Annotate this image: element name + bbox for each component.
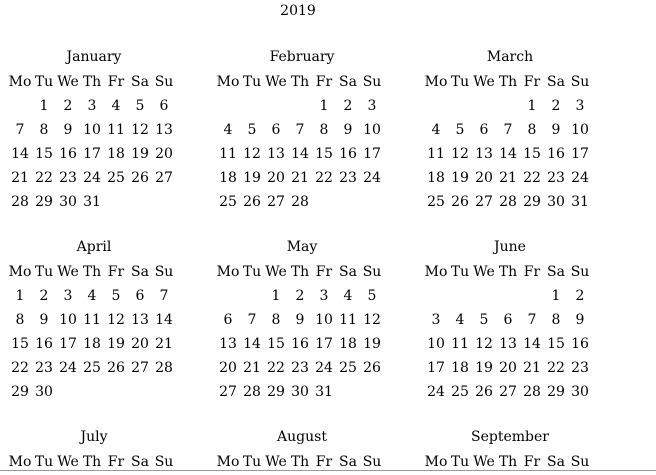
weekday-header: Tu (242, 264, 262, 280)
weekday-header: Sa (547, 264, 565, 280)
day-cell: 5 (479, 312, 489, 328)
weekday-header: Sa (547, 454, 565, 470)
weekday-header: Tu (34, 454, 54, 470)
weekday-header: Tu (450, 264, 470, 280)
day-cell: 14 (243, 336, 261, 352)
weekday-header: Mo (424, 74, 448, 90)
weekday-header: Mo (8, 264, 32, 280)
day-cell: 21 (243, 360, 261, 376)
day-cell: 7 (295, 122, 305, 138)
weekday-header: Tu (34, 74, 54, 90)
day-cell: 27 (267, 194, 285, 210)
day-cell: 11 (83, 312, 101, 328)
day-cell: 30 (35, 384, 53, 400)
day-cell: 27 (499, 384, 517, 400)
day-cell: 2 (575, 288, 585, 304)
month-name: May (286, 239, 318, 255)
day-cell: 29 (11, 384, 29, 400)
day-cell: 10 (363, 122, 381, 138)
day-cell: 24 (315, 360, 333, 376)
day-cell: 22 (547, 360, 565, 376)
day-cell: 16 (35, 336, 53, 352)
day-cell: 5 (455, 122, 465, 138)
day-cell: 31 (315, 384, 333, 400)
day-cell: 16 (571, 336, 589, 352)
day-cell: 26 (451, 194, 469, 210)
day-cell: 31 (571, 194, 589, 210)
day-cell: 30 (547, 194, 565, 210)
day-cell: 23 (35, 360, 53, 376)
weekday-header: Su (362, 264, 382, 280)
day-cell: 21 (499, 170, 517, 186)
weekday-header: We (473, 74, 495, 90)
day-cell: 26 (243, 194, 261, 210)
day-cell: 26 (131, 170, 149, 186)
day-cell: 12 (451, 146, 469, 162)
day-cell: 29 (35, 194, 53, 210)
day-cell: 5 (367, 288, 377, 304)
month-name: September (471, 429, 549, 445)
weekday-header: Th (290, 454, 310, 470)
day-cell: 24 (83, 170, 101, 186)
day-cell: 8 (39, 122, 49, 138)
weekday-header: Th (82, 74, 102, 90)
day-cell: 7 (527, 312, 537, 328)
day-cell: 15 (267, 336, 285, 352)
weekday-header: Th (290, 74, 310, 90)
day-cell: 27 (475, 194, 493, 210)
day-cell: 12 (131, 122, 149, 138)
day-cell: 1 (271, 288, 281, 304)
day-cell: 28 (11, 194, 29, 210)
day-cell: 3 (431, 312, 441, 328)
weekday-header: Fr (315, 454, 333, 470)
day-cell: 11 (339, 312, 357, 328)
day-cell: 15 (315, 146, 333, 162)
weekday-header: Sa (547, 74, 565, 90)
day-cell: 12 (243, 146, 261, 162)
weekday-header: We (57, 74, 79, 90)
day-cell: 19 (451, 170, 469, 186)
day-cell: 5 (247, 122, 257, 138)
day-cell: 18 (219, 170, 237, 186)
month-name: January (66, 49, 122, 65)
day-cell: 4 (431, 122, 441, 138)
weekday-header: Fr (315, 264, 333, 280)
day-cell: 4 (87, 288, 97, 304)
day-cell: 25 (107, 170, 125, 186)
day-cell: 9 (551, 122, 561, 138)
weekday-header: Sa (339, 74, 357, 90)
weekday-header: Tu (450, 454, 470, 470)
day-cell: 29 (267, 384, 285, 400)
day-cell: 15 (523, 146, 541, 162)
day-cell: 23 (571, 360, 589, 376)
weekday-header: Th (498, 454, 518, 470)
day-cell: 8 (271, 312, 281, 328)
weekday-header: We (265, 74, 287, 90)
weekday-header: Fr (315, 74, 333, 90)
day-cell: 9 (63, 122, 73, 138)
month-name: August (277, 429, 327, 445)
day-cell: 18 (83, 336, 101, 352)
day-cell: 6 (159, 98, 169, 114)
weekday-header: Mo (8, 454, 32, 470)
day-cell: 13 (499, 336, 517, 352)
day-cell: 1 (15, 288, 25, 304)
day-cell: 13 (475, 146, 493, 162)
weekday-header: We (473, 454, 495, 470)
day-cell: 4 (111, 98, 121, 114)
day-cell: 10 (83, 122, 101, 138)
day-cell: 23 (339, 170, 357, 186)
day-cell: 11 (451, 336, 469, 352)
weekday-header: Su (362, 454, 382, 470)
weekday-header: Su (570, 264, 590, 280)
day-cell: 14 (499, 146, 517, 162)
day-cell: 18 (339, 336, 357, 352)
day-cell: 27 (131, 360, 149, 376)
day-cell: 17 (363, 146, 381, 162)
day-cell: 9 (295, 312, 305, 328)
day-cell: 12 (363, 312, 381, 328)
day-cell: 10 (59, 312, 77, 328)
day-cell: 13 (219, 336, 237, 352)
day-cell: 18 (427, 170, 445, 186)
weekday-header: Fr (107, 264, 125, 280)
weekday-header: Sa (131, 74, 149, 90)
day-cell: 16 (547, 146, 565, 162)
day-cell: 11 (219, 146, 237, 162)
day-cell: 14 (11, 146, 29, 162)
day-cell: 12 (107, 312, 125, 328)
day-cell: 10 (571, 122, 589, 138)
day-cell: 20 (499, 360, 517, 376)
weekday-header: Th (82, 454, 102, 470)
day-cell: 22 (523, 170, 541, 186)
day-cell: 27 (219, 384, 237, 400)
day-cell: 1 (319, 98, 329, 114)
day-cell: 17 (83, 146, 101, 162)
day-cell: 29 (547, 384, 565, 400)
weekday-header: Su (154, 454, 174, 470)
day-cell: 1 (39, 98, 49, 114)
day-cell: 12 (475, 336, 493, 352)
month-name: July (80, 429, 108, 445)
day-cell: 6 (271, 122, 281, 138)
day-cell: 3 (87, 98, 97, 114)
weekday-header: Su (570, 454, 590, 470)
weekday-header: Mo (424, 454, 448, 470)
weekday-header: Sa (339, 264, 357, 280)
day-cell: 25 (427, 194, 445, 210)
day-cell: 1 (551, 288, 561, 304)
day-cell: 2 (63, 98, 73, 114)
day-cell: 8 (527, 122, 537, 138)
weekday-header: Mo (216, 454, 240, 470)
day-cell: 14 (523, 336, 541, 352)
day-cell: 13 (155, 122, 173, 138)
day-cell: 2 (343, 98, 353, 114)
day-cell: 25 (339, 360, 357, 376)
day-cell: 16 (291, 336, 309, 352)
day-cell: 17 (427, 360, 445, 376)
day-cell: 24 (571, 170, 589, 186)
day-cell: 30 (571, 384, 589, 400)
day-cell: 10 (427, 336, 445, 352)
day-cell: 22 (35, 170, 53, 186)
day-cell: 6 (223, 312, 233, 328)
day-cell: 28 (499, 194, 517, 210)
day-cell: 14 (291, 146, 309, 162)
day-cell: 19 (475, 360, 493, 376)
day-cell: 7 (247, 312, 257, 328)
day-cell: 9 (39, 312, 49, 328)
day-cell: 15 (11, 336, 29, 352)
day-cell: 21 (523, 360, 541, 376)
day-cell: 21 (155, 336, 173, 352)
day-cell: 23 (59, 170, 77, 186)
day-cell: 1 (527, 98, 537, 114)
weekday-header: Sa (131, 264, 149, 280)
weekday-header: Sa (131, 454, 149, 470)
weekday-header: Fr (523, 264, 541, 280)
weekday-header: Mo (216, 74, 240, 90)
day-cell: 20 (155, 146, 173, 162)
weekday-header: Th (290, 264, 310, 280)
day-cell: 5 (135, 98, 145, 114)
weekday-header: Mo (8, 74, 32, 90)
weekday-header: Mo (216, 264, 240, 280)
day-cell: 3 (319, 288, 329, 304)
weekday-header: Su (154, 74, 174, 90)
day-cell: 30 (291, 384, 309, 400)
weekday-header: We (265, 454, 287, 470)
bottom-divider (0, 470, 656, 471)
day-cell: 22 (315, 170, 333, 186)
day-cell: 16 (339, 146, 357, 162)
day-cell: 2 (295, 288, 305, 304)
day-cell: 25 (83, 360, 101, 376)
month-name: March (486, 49, 534, 65)
month-name: February (269, 49, 335, 65)
day-cell: 6 (479, 122, 489, 138)
day-cell: 3 (63, 288, 73, 304)
day-cell: 22 (11, 360, 29, 376)
weekday-header: Fr (107, 454, 125, 470)
day-cell: 20 (131, 336, 149, 352)
day-cell: 21 (11, 170, 29, 186)
day-cell: 7 (503, 122, 513, 138)
day-cell: 31 (83, 194, 101, 210)
day-cell: 7 (15, 122, 25, 138)
day-cell: 26 (363, 360, 381, 376)
weekday-header: Fr (523, 74, 541, 90)
weekday-header: Th (498, 74, 518, 90)
day-cell: 23 (291, 360, 309, 376)
day-cell: 4 (455, 312, 465, 328)
weekday-header: We (57, 264, 79, 280)
weekday-header: We (265, 264, 287, 280)
weekday-header: We (57, 454, 79, 470)
day-cell: 24 (59, 360, 77, 376)
day-cell: 30 (59, 194, 77, 210)
day-cell: 8 (15, 312, 25, 328)
month-name: April (76, 239, 112, 255)
day-cell: 16 (59, 146, 77, 162)
day-cell: 18 (107, 146, 125, 162)
day-cell: 28 (523, 384, 541, 400)
weekday-header: Th (82, 264, 102, 280)
day-cell: 27 (155, 170, 173, 186)
day-cell: 8 (551, 312, 561, 328)
day-cell: 28 (155, 360, 173, 376)
day-cell: 24 (363, 170, 381, 186)
day-cell: 25 (219, 194, 237, 210)
weekday-header: Tu (450, 74, 470, 90)
day-cell: 22 (267, 360, 285, 376)
weekday-header: Fr (107, 74, 125, 90)
day-cell: 2 (39, 288, 49, 304)
day-cell: 15 (547, 336, 565, 352)
day-cell: 19 (107, 336, 125, 352)
day-cell: 6 (503, 312, 513, 328)
day-cell: 9 (575, 312, 585, 328)
weekday-header: Th (498, 264, 518, 280)
day-cell: 10 (315, 312, 333, 328)
day-cell: 7 (159, 288, 169, 304)
weekday-header: Mo (424, 264, 448, 280)
day-cell: 28 (243, 384, 261, 400)
weekday-header: Su (362, 74, 382, 90)
day-cell: 21 (291, 170, 309, 186)
year-title: 2019 (280, 3, 316, 19)
day-cell: 8 (319, 122, 329, 138)
day-cell: 5 (111, 288, 121, 304)
day-cell: 17 (315, 336, 333, 352)
weekday-header: Fr (523, 454, 541, 470)
weekday-header: Sa (339, 454, 357, 470)
day-cell: 4 (223, 122, 233, 138)
day-cell: 3 (367, 98, 377, 114)
day-cell: 18 (451, 360, 469, 376)
day-cell: 14 (155, 312, 173, 328)
day-cell: 28 (291, 194, 309, 210)
day-cell: 29 (523, 194, 541, 210)
weekday-header: Su (154, 264, 174, 280)
day-cell: 19 (243, 170, 261, 186)
day-cell: 11 (427, 146, 445, 162)
day-cell: 20 (475, 170, 493, 186)
month-name: June (494, 239, 526, 255)
day-cell: 3 (575, 98, 585, 114)
day-cell: 17 (571, 146, 589, 162)
day-cell: 20 (267, 170, 285, 186)
weekday-header: Su (570, 74, 590, 90)
day-cell: 13 (131, 312, 149, 328)
day-cell: 20 (219, 360, 237, 376)
day-cell: 15 (35, 146, 53, 162)
day-cell: 26 (107, 360, 125, 376)
weekday-header: Tu (242, 454, 262, 470)
weekday-header: Tu (242, 74, 262, 90)
weekday-header: We (473, 264, 495, 280)
day-cell: 9 (343, 122, 353, 138)
day-cell: 4 (343, 288, 353, 304)
day-cell: 2 (551, 98, 561, 114)
day-cell: 19 (131, 146, 149, 162)
day-cell: 26 (475, 384, 493, 400)
day-cell: 13 (267, 146, 285, 162)
day-cell: 11 (107, 122, 125, 138)
day-cell: 23 (547, 170, 565, 186)
day-cell: 19 (363, 336, 381, 352)
weekday-header: Tu (34, 264, 54, 280)
day-cell: 6 (135, 288, 145, 304)
day-cell: 25 (451, 384, 469, 400)
day-cell: 17 (59, 336, 77, 352)
day-cell: 24 (427, 384, 445, 400)
